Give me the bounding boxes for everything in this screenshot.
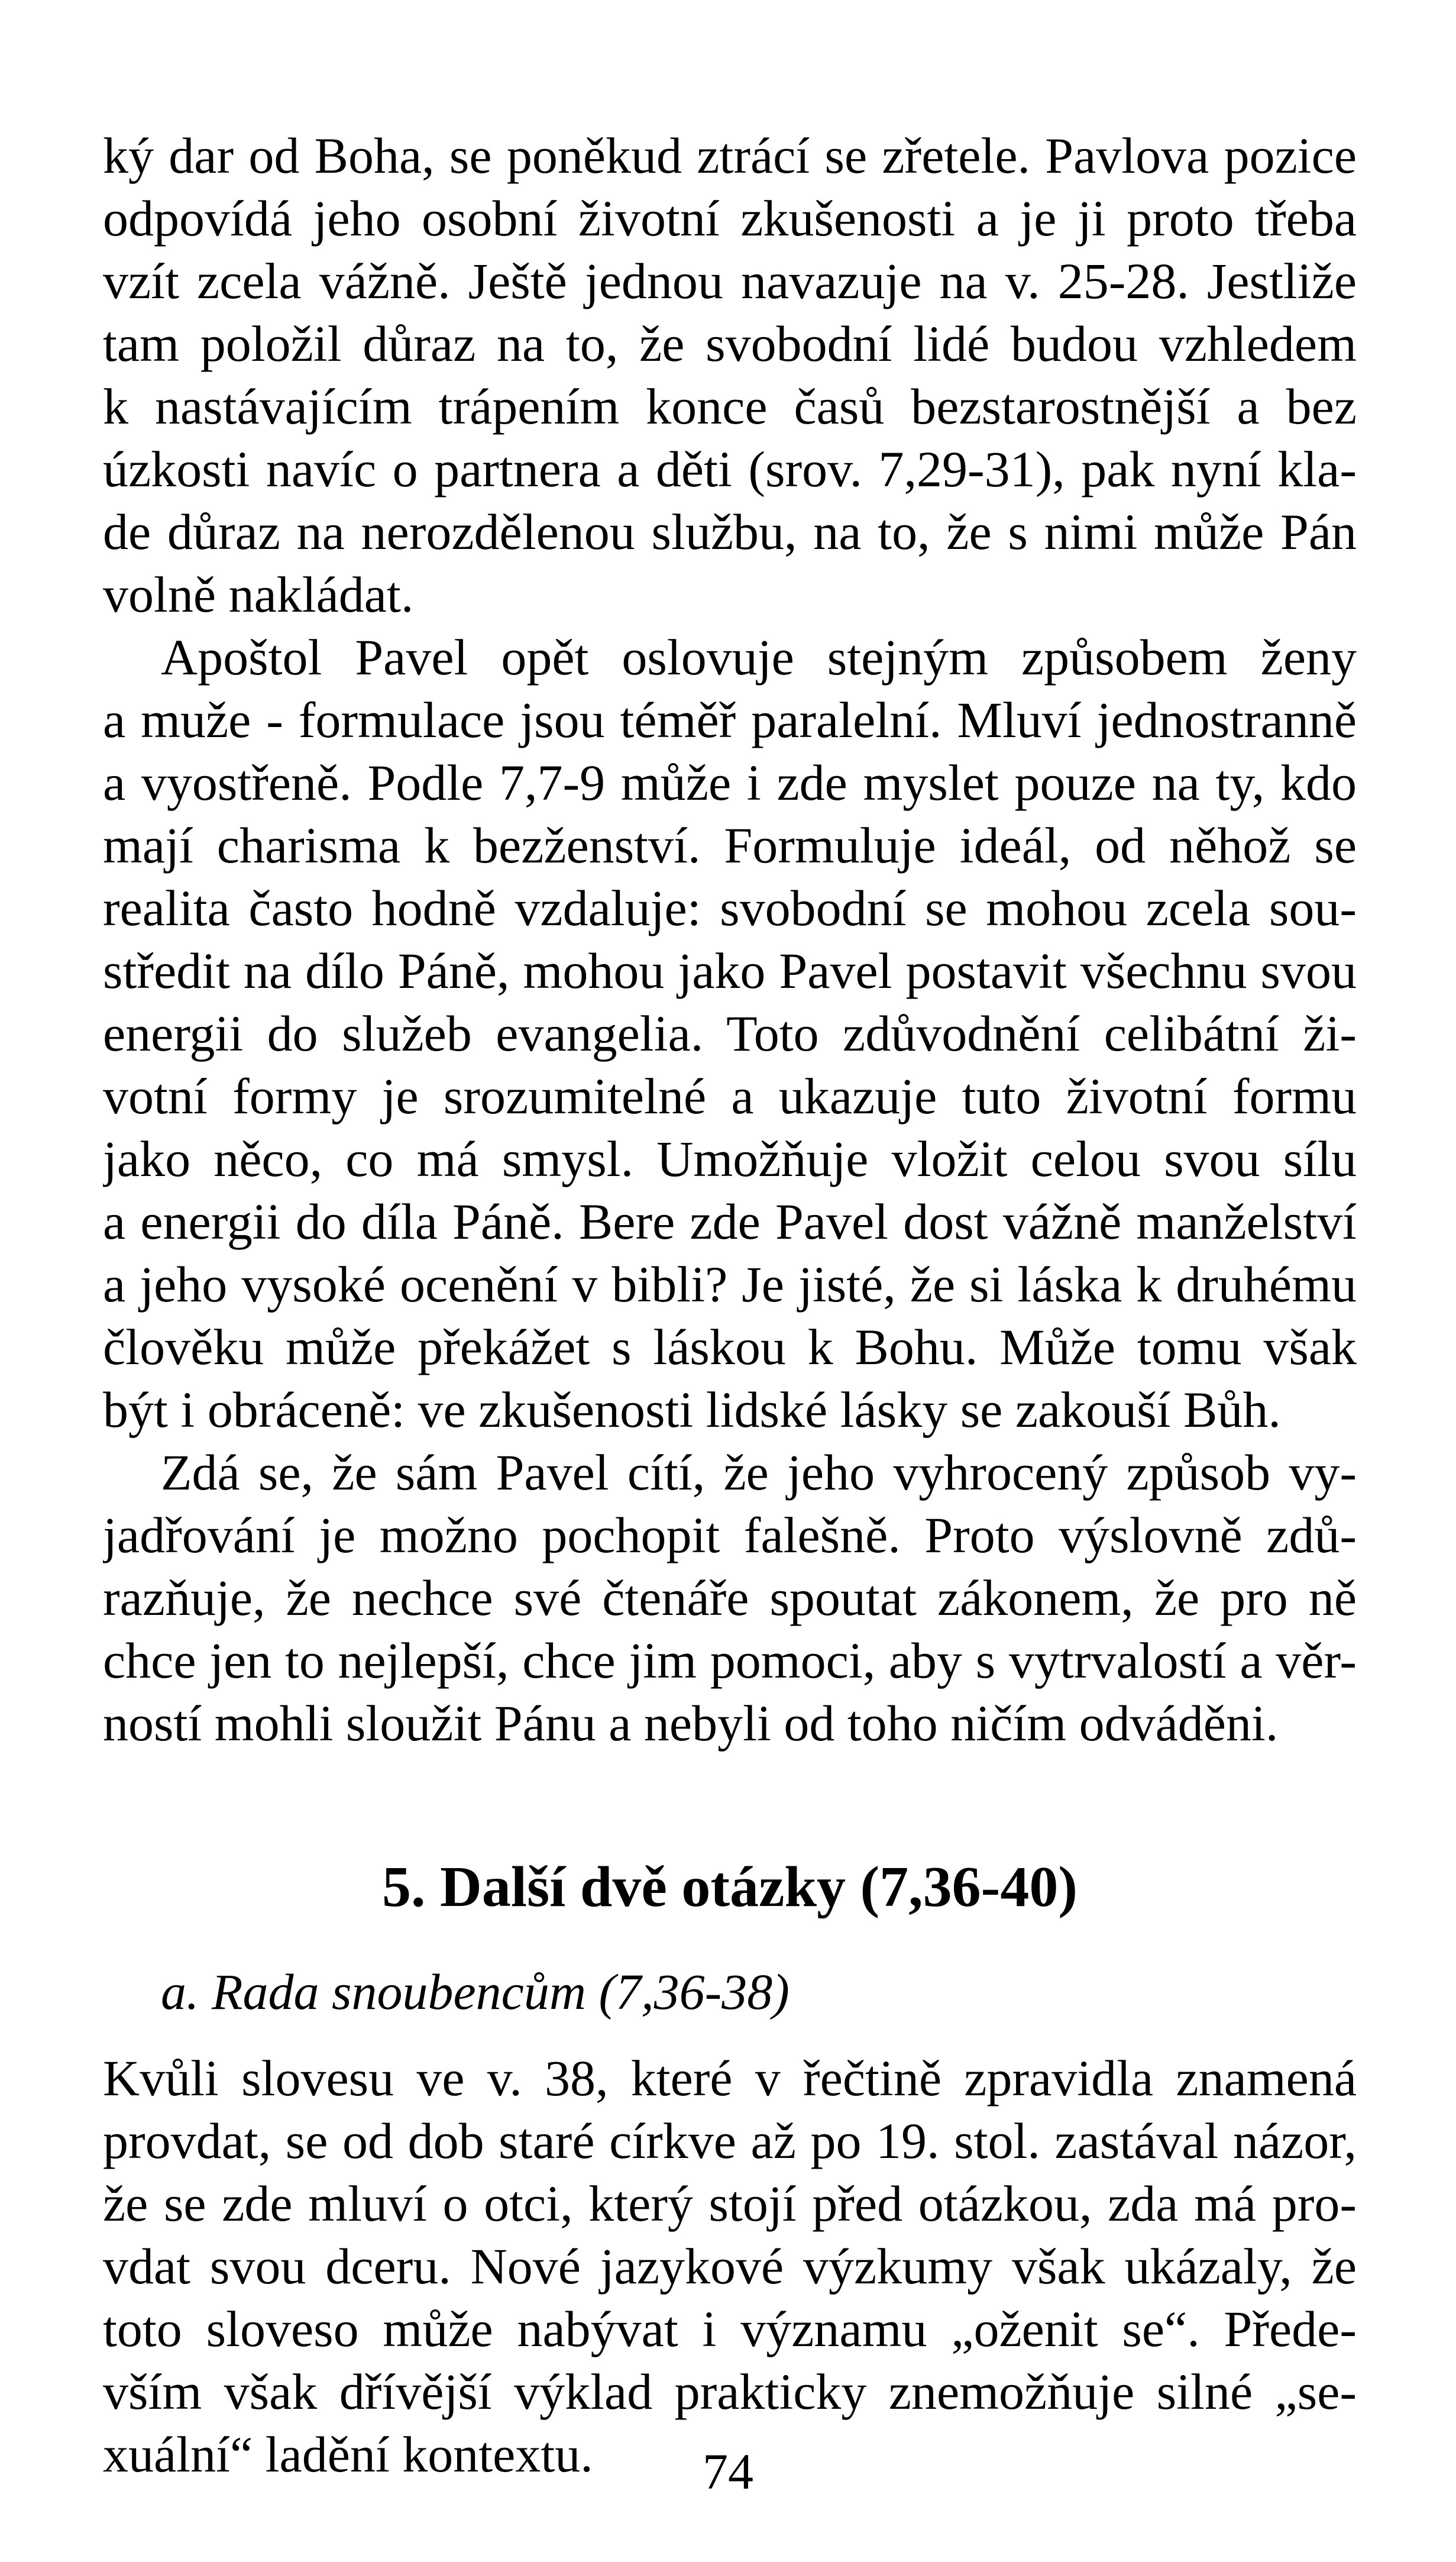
text-line: ností mohli sloužit Pánu a nebyli od toho ničím odváděni. <box>103 1695 1279 1752</box>
text-line: mají charisma k bezženství. Formuluje ideál, od něhož se <box>103 817 1357 874</box>
text-line: odpovídá jeho osobní životní zkušenosti a je ji proto třeba <box>103 190 1357 247</box>
page-body <box>103 124 1357 2486</box>
text-line: a energii do díla Páně. Bere zde Pavel dost vážně manželství <box>103 1193 1357 1250</box>
text-line: energii do služeb evangelia. Toto zdůvodnění celibátní ži- <box>103 1005 1357 1062</box>
text-line: razňuje, že nechce své čtenáře spoutat zákonem, že pro ně <box>103 1569 1357 1626</box>
text-line: volně nakládat. <box>103 566 414 623</box>
text-line: jadřování je možno pochopit falešně. Proto výslovně zdů- <box>103 1507 1357 1563</box>
text-line: ký dar od Boha, se poněkud ztrácí se zřetele. Pavlova pozice <box>103 127 1357 184</box>
text-line: a vyostřeně. Podle 7,7-9 může i zde myslet pouze na ty, kdo <box>103 754 1357 811</box>
text-line: tam položil důraz na to, že svobodní lidé budou vzhledem <box>103 315 1357 372</box>
text-line: že se zde mluví o otci, který stojí před otázkou, zda má pro- <box>103 2175 1357 2232</box>
text-line: být i obráceně: ve zkušenosti lidské lásky se zakouší Bůh. <box>103 1381 1281 1438</box>
section-heading: 5. Další dvě otázky (7,36-40) <box>382 1855 1078 1919</box>
text-line: středit na dílo Páně, mohou jako Pavel postavit všechnu svou <box>103 942 1357 999</box>
text-line: votní formy je srozumitelné a ukazuje tuto životní formu <box>103 1068 1357 1125</box>
text-line: provdat, se od dob staré církve až po 19. stol. zastával názor, <box>103 2112 1357 2169</box>
text-line: chce jen to nejlepší, chce jim pomoci, aby s vytrvalostí a věr- <box>103 1632 1357 1689</box>
text-line: vzít zcela vážně. Ještě jednou navazuje na v. 25-28. Jestliže <box>103 253 1357 309</box>
text-line: úzkosti navíc o partnera a děti (srov. 7,29-31), pak nyní kla- <box>103 441 1357 497</box>
paragraph-3 <box>103 1441 1357 1755</box>
page-number: 74 <box>703 2443 753 2500</box>
text-line: k nastávajícím trápením konce časů bezstarostnější a bez <box>103 378 1357 435</box>
text-line: Apoštol Pavel opět oslovuje stejným způsobem ženy <box>161 629 1357 686</box>
text-line: člověku může překážet s láskou k Bohu. Může tomu však <box>103 1319 1357 1375</box>
text-line: de důraz na nerozdělenou službu, na to, že s nimi může Pán <box>103 503 1357 560</box>
text-line: realita často hodně vzdaluje: svobodní se mohou zcela sou- <box>103 880 1357 936</box>
text-line: vdat svou dceru. Nové jazykové výzkumy však ukázaly, že <box>103 2238 1357 2295</box>
text-line: a muže - formulace jsou téměř paralelní. Mluví jednostranně <box>103 692 1357 748</box>
text-line: vším však dřívější výklad prakticky znemožňuje silné „se- <box>103 2363 1357 2420</box>
text-line: toto sloveso může nabývat i významu „oženit se“. Přede- <box>103 2301 1357 2357</box>
text-line: a jeho vysoké ocenění v bibli? Je jisté, že si láska k druhému <box>103 1256 1357 1313</box>
text-line: jako něco, co má smysl. Umožňuje vložit celou svou sílu <box>103 1130 1357 1187</box>
section-paragraph <box>103 2047 1357 2486</box>
paragraph-2 <box>103 626 1357 1441</box>
text-line: Zdá se, že sám Pavel cítí, že jeho vyhrocený způsob vy- <box>161 1444 1357 1501</box>
subsection-heading: a. Rada snoubencům (7,36-38) <box>161 1963 790 2020</box>
text-line: Kvůli slovesu ve v. 38, které v řečtině zpravidla znamená <box>103 2050 1357 2107</box>
text-line: xuální“ ladění kontextu. <box>103 2426 593 2483</box>
paragraph-1 <box>103 124 1357 626</box>
